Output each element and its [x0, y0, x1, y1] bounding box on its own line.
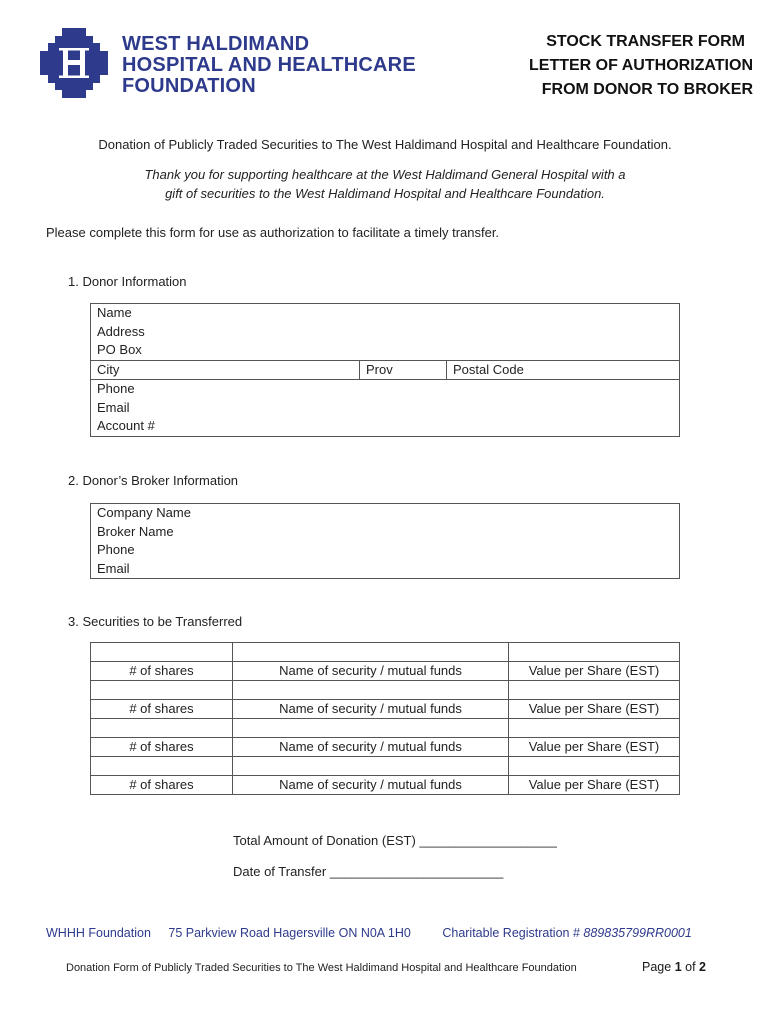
- security-name-label: Name of security / mutual funds: [233, 738, 509, 757]
- donor-prov-field[interactable]: Prov: [360, 360, 447, 380]
- footer-charity-label: Charitable Registration #: [442, 926, 580, 940]
- foundation-logo: [40, 28, 440, 100]
- title-line-1: STOCK TRANSFER FORM: [546, 33, 745, 50]
- thanks-line-2: gift of securities to the West Haldimand Hospital and Healthcare Foundation.: [165, 186, 605, 201]
- security-name-input[interactable]: [233, 757, 509, 776]
- logo-line-1: WEST HALDIMAND: [122, 33, 310, 55]
- section-2-heading: 2. Donor’s Broker Information: [68, 473, 239, 488]
- footer-form-name: Donation Form of Publicly Traded Securities to The West Haldimand Hospital and Healthcare Foundation: [66, 962, 577, 974]
- shares-input[interactable]: [91, 643, 233, 662]
- value-input[interactable]: [509, 757, 680, 776]
- broker-company-field[interactable]: Company Name: [91, 504, 680, 523]
- value-label: Value per Share (EST): [509, 738, 680, 757]
- total-donation-input[interactable]: ___________________: [419, 833, 557, 848]
- shares-label: # of shares: [91, 662, 233, 681]
- value-input[interactable]: [509, 681, 680, 700]
- title-line-3: FROM DONOR TO BROKER: [541, 81, 753, 98]
- donor-name-field[interactable]: Name: [91, 304, 680, 323]
- total-donation-row: [233, 833, 557, 848]
- donor-phone-field[interactable]: Phone: [91, 380, 680, 399]
- value-label: Value per Share (EST): [509, 700, 680, 719]
- broker-phone-field[interactable]: Phone: [91, 541, 680, 560]
- shares-input[interactable]: [91, 757, 233, 776]
- security-name-input[interactable]: [233, 643, 509, 662]
- donor-address-field[interactable]: Address: [91, 323, 680, 342]
- logo-line-2: HOSPITAL AND HEALTHCARE: [122, 54, 416, 76]
- footer-charity-number: 889835799RR0001: [583, 926, 692, 940]
- security-name-input[interactable]: [233, 681, 509, 700]
- broker-name-field[interactable]: Broker Name: [91, 523, 680, 542]
- securities-table: [90, 642, 680, 795]
- page-of: of: [685, 960, 696, 974]
- transfer-date-input[interactable]: ________________________: [329, 864, 504, 879]
- shares-label: # of shares: [91, 738, 233, 757]
- page-total: 2: [699, 960, 706, 974]
- donor-email-field[interactable]: Email: [91, 399, 680, 418]
- transfer-date-label: Date of Transfer: [233, 864, 327, 879]
- logo-cross-icon: [40, 28, 108, 98]
- footer-contact: [46, 926, 692, 940]
- instructions: Please complete this form for use as authorization to facilitate a timely transfer.: [46, 225, 500, 240]
- shares-label: # of shares: [91, 776, 233, 795]
- value-input[interactable]: [509, 643, 680, 662]
- donor-info-table: [90, 303, 680, 437]
- broker-email-field[interactable]: Email: [91, 560, 680, 579]
- form-title: [453, 30, 753, 102]
- shares-input[interactable]: [91, 719, 233, 738]
- security-name-label: Name of security / mutual funds: [233, 776, 509, 795]
- donation-line: Donation of Publicly Traded Securities to The West Haldimand Hospital and Healthcare Foundation.: [98, 137, 672, 152]
- donor-po-box-field[interactable]: PO Box: [91, 341, 680, 360]
- shares-input[interactable]: [91, 681, 233, 700]
- broker-info-table: [90, 503, 680, 579]
- security-name-input[interactable]: [233, 719, 509, 738]
- footer-org: WHHH Foundation: [46, 926, 151, 940]
- footer-address: 75 Parkview Road Hagersville ON N0A 1H0: [168, 926, 411, 940]
- donor-postal-code-field[interactable]: Postal Code: [447, 360, 680, 380]
- donor-account-field[interactable]: Account #: [91, 417, 680, 436]
- security-name-label: Name of security / mutual funds: [233, 662, 509, 681]
- page-number: 1: [674, 960, 682, 974]
- page-indicator: [642, 960, 706, 974]
- logo-line-3: FOUNDATION: [122, 75, 256, 97]
- transfer-date-row: [233, 864, 503, 879]
- page-prefix: Page: [642, 960, 672, 974]
- value-input[interactable]: [509, 719, 680, 738]
- shares-label: # of shares: [91, 700, 233, 719]
- security-name-label: Name of security / mutual funds: [233, 700, 509, 719]
- value-label: Value per Share (EST): [509, 776, 680, 795]
- thanks-line-1: Thank you for supporting healthcare at the West Haldimand General Hospital with a: [144, 167, 626, 182]
- title-line-2: LETTER OF AUTHORIZATION: [529, 57, 753, 74]
- section-3-heading: 3. Securities to be Transferred: [68, 614, 243, 629]
- value-label: Value per Share (EST): [509, 662, 680, 681]
- section-1-heading: 1. Donor Information: [68, 274, 187, 289]
- donor-city-field[interactable]: City: [91, 360, 360, 380]
- total-donation-label: Total Amount of Donation (EST): [233, 833, 416, 848]
